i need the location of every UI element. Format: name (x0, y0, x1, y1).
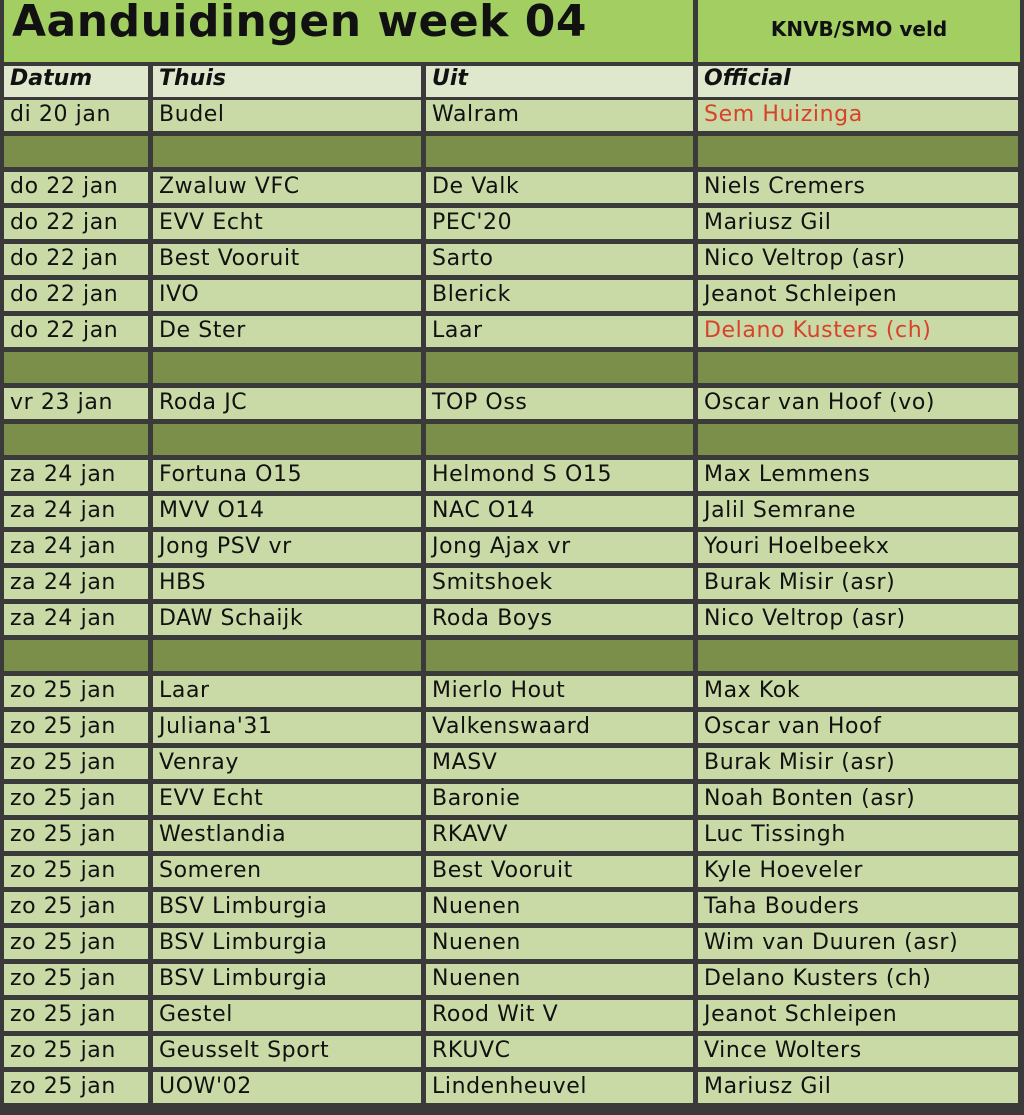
cell-thuis: BSV Limburgia (153, 892, 421, 923)
cell-uit: RKAVV (426, 820, 693, 851)
cell-official: Kyle Hoeveler (698, 856, 1018, 887)
cell-official: Burak Misir (asr) (698, 568, 1018, 599)
cell-thuis: HBS (153, 568, 421, 599)
cell-official: Nico Veltrop (asr) (698, 244, 1018, 275)
separator-cell (153, 352, 421, 383)
separator-cell (426, 352, 693, 383)
cell-datum: zo 25 jan (4, 892, 148, 923)
cell-thuis: Venray (153, 748, 421, 779)
cell-thuis: Laar (153, 676, 421, 707)
cell-datum: zo 25 jan (4, 712, 148, 743)
cell-datum: zo 25 jan (4, 928, 148, 959)
cell-official: Mariusz Gil (698, 208, 1018, 239)
cell-uit: Helmond S O15 (426, 460, 693, 491)
cell-thuis: Jong PSV vr (153, 532, 421, 563)
cell-uit: Rood Wit V (426, 1000, 693, 1031)
cell-thuis: Westlandia (153, 820, 421, 851)
separator-cell (4, 352, 148, 383)
cell-uit: Walram (426, 100, 693, 131)
cell-official: Oscar van Hoof (698, 712, 1018, 743)
cell-datum: do 22 jan (4, 172, 148, 203)
cell-datum: do 22 jan (4, 280, 148, 311)
separator-cell (4, 424, 148, 455)
cell-uit: Smitshoek (426, 568, 693, 599)
column-header-datum: Datum (4, 66, 148, 97)
page-subtitle: KNVB/SMO veld (698, 0, 1020, 62)
cell-official: Jalil Semrane (698, 496, 1018, 527)
cell-official: Burak Misir (asr) (698, 748, 1018, 779)
cell-thuis: Fortuna O15 (153, 460, 421, 491)
separator-cell (426, 424, 693, 455)
cell-official: Mariusz Gil (698, 1072, 1018, 1103)
cell-uit: Nuenen (426, 892, 693, 923)
separator-cell (698, 424, 1018, 455)
cell-official: Taha Bouders (698, 892, 1018, 923)
cell-thuis: Budel (153, 100, 421, 131)
cell-uit: MASV (426, 748, 693, 779)
cell-uit: De Valk (426, 172, 693, 203)
cell-official: Max Lemmens (698, 460, 1018, 491)
cell-uit: Laar (426, 316, 693, 347)
cell-datum: za 24 jan (4, 496, 148, 527)
cell-datum: zo 25 jan (4, 784, 148, 815)
cell-datum: zo 25 jan (4, 748, 148, 779)
separator-cell (698, 640, 1018, 671)
cell-thuis: UOW'02 (153, 1072, 421, 1103)
cell-uit: Lindenheuvel (426, 1072, 693, 1103)
cell-datum: zo 25 jan (4, 820, 148, 851)
cell-thuis: IVO (153, 280, 421, 311)
separator-cell (4, 136, 148, 167)
cell-official: Oscar van Hoof (vo) (698, 388, 1018, 419)
cell-official: Niels Cremers (698, 172, 1018, 203)
cell-uit: PEC'20 (426, 208, 693, 239)
page-title: Aanduidingen week 04 (4, 0, 693, 62)
cell-official: Noah Bonten (asr) (698, 784, 1018, 815)
cell-uit: NAC O14 (426, 496, 693, 527)
cell-thuis: BSV Limburgia (153, 928, 421, 959)
cell-datum: zo 25 jan (4, 856, 148, 887)
cell-datum: di 20 jan (4, 100, 148, 131)
separator-cell (426, 136, 693, 167)
cell-uit: Mierlo Hout (426, 676, 693, 707)
cell-uit: Nuenen (426, 928, 693, 959)
cell-datum: zo 25 jan (4, 676, 148, 707)
cell-thuis: EVV Echt (153, 784, 421, 815)
cell-datum: za 24 jan (4, 604, 148, 635)
cell-datum: do 22 jan (4, 244, 148, 275)
cell-official: Luc Tissingh (698, 820, 1018, 851)
cell-datum: zo 25 jan (4, 1000, 148, 1031)
column-header-thuis: Thuis (153, 66, 421, 97)
cell-uit: TOP Oss (426, 388, 693, 419)
separator-cell (153, 136, 421, 167)
column-header-uit: Uit (426, 66, 693, 97)
cell-thuis: BSV Limburgia (153, 964, 421, 995)
separator-cell (426, 640, 693, 671)
cell-datum: do 22 jan (4, 208, 148, 239)
cell-thuis: Someren (153, 856, 421, 887)
cell-thuis: Zwaluw VFC (153, 172, 421, 203)
cell-uit: Blerick (426, 280, 693, 311)
separator-cell (153, 640, 421, 671)
cell-thuis: Juliana'31 (153, 712, 421, 743)
cell-uit: Baronie (426, 784, 693, 815)
cell-datum: zo 25 jan (4, 1072, 148, 1103)
cell-datum: do 22 jan (4, 316, 148, 347)
cell-datum: zo 25 jan (4, 964, 148, 995)
cell-thuis: Roda JC (153, 388, 421, 419)
cell-official: Wim van Duuren (asr) (698, 928, 1018, 959)
cell-official: Sem Huizinga (698, 100, 1018, 131)
cell-official: Max Kok (698, 676, 1018, 707)
cell-uit: Jong Ajax vr (426, 532, 693, 563)
cell-datum: za 24 jan (4, 532, 148, 563)
cell-uit: Valkenswaard (426, 712, 693, 743)
separator-cell (698, 352, 1018, 383)
cell-uit: Nuenen (426, 964, 693, 995)
cell-official: Youri Hoelbeekx (698, 532, 1018, 563)
cell-thuis: DAW Schaijk (153, 604, 421, 635)
cell-datum: za 24 jan (4, 460, 148, 491)
cell-thuis: MVV O14 (153, 496, 421, 527)
cell-thuis: EVV Echt (153, 208, 421, 239)
cell-official: Jeanot Schleipen (698, 1000, 1018, 1031)
cell-datum: za 24 jan (4, 568, 148, 599)
separator-cell (4, 640, 148, 671)
cell-datum: zo 25 jan (4, 1036, 148, 1067)
cell-official: Delano Kusters (ch) (698, 316, 1018, 347)
separator-cell (698, 136, 1018, 167)
cell-uit: Best Vooruit (426, 856, 693, 887)
cell-thuis: De Ster (153, 316, 421, 347)
cell-thuis: Best Vooruit (153, 244, 421, 275)
cell-uit: Roda Boys (426, 604, 693, 635)
cell-official: Vince Wolters (698, 1036, 1018, 1067)
cell-official: Delano Kusters (ch) (698, 964, 1018, 995)
cell-datum: vr 23 jan (4, 388, 148, 419)
separator-cell (153, 424, 421, 455)
column-header-official: Official (698, 66, 1018, 97)
cell-thuis: Geusselt Sport (153, 1036, 421, 1067)
cell-official: Nico Veltrop (asr) (698, 604, 1018, 635)
cell-uit: Sarto (426, 244, 693, 275)
cell-uit: RKUVC (426, 1036, 693, 1067)
cell-thuis: Gestel (153, 1000, 421, 1031)
cell-official: Jeanot Schleipen (698, 280, 1018, 311)
